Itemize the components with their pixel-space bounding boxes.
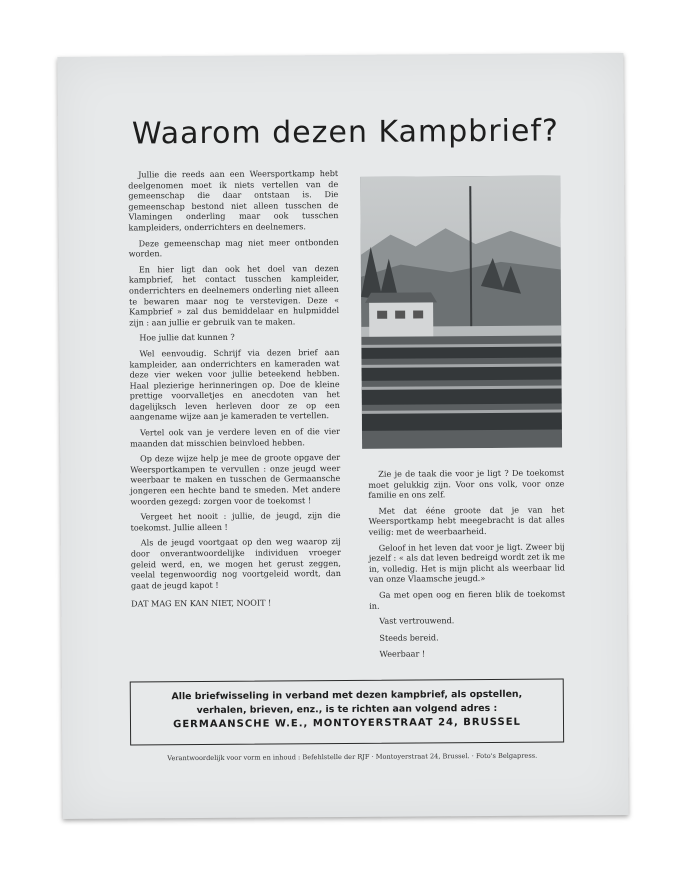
notice-line: Alle briefwisseling in verband met dezen kampbrief, als opstellen,: [171, 688, 523, 703]
paragraph: Vertel ook van je verdere leven en of die vier maanden dat misschien beinvloed hebben.: [130, 426, 341, 449]
signature-line: Steeds bereid.: [379, 632, 439, 643]
paragraph: Hoe jullie dat kunnen ?: [139, 332, 235, 343]
signature-line: Weerbaar !: [379, 648, 426, 660]
notice-line: verhalen, brieven, enz., is te richten aan volgend adres :: [196, 702, 498, 717]
paragraph: Jullie die reeds aan een Weersportkamp hebt deelgenomen moet ik niets vertellen van de gemeenschap die daar ontstaan is. Die gemeenschap bestond niet alleen tusschen de Vlamingen onderling maar ook tusschen kampleiders, onderrichters en deelnemers.: [128, 168, 339, 233]
paragraph: Met dat ééne groote dat je van het Weersportkamp hebt meegebracht is dat alles veilig: met de weerbaarheid.: [368, 504, 565, 537]
left-text-column: [128, 168, 341, 614]
right-text-column: [368, 467, 565, 665]
imprint-footer: Verantwoordelijk voor vorm en inhoud : Befehlstelle der RJF · Montoyerstraat 24, Brussel. · Foto's Belgapress.: [167, 751, 538, 763]
correspondence-notice-box: [130, 678, 564, 745]
paragraph: Deze gemeenschap mag niet meer ontbonden worden.: [128, 236, 339, 259]
paragraph: Zie je de taak die voor je ligt ? De toekomst moet gelukkig zijn. Voor ons volk, voor onze familie en ons zelf.: [368, 467, 565, 501]
closing-statement: DAT MAG EN KAN NIET, NOOIT !: [131, 597, 272, 609]
paragraph: En hier ligt dan ook het doel van dezen kampbrief, het contact tusschen kampleider, onderrichters en deelnemers onderling niet alleen te bewaren maar nog te verstevigen. Deze « Kampbrief » zal dus bemiddelaar en hulpmiddel zijn : aan jullie er gebruik van te maken.: [128, 262, 340, 328]
letter-page: [57, 53, 628, 819]
paragraph: Wel eenvoudig. Schrijf via dezen brief aan kampleider, aan onderrichters en kameraden wat deze vier weken voor jullie beteekend hebben. Haal plezierige herinneringen op. Doe de kleine prettige voorvalletjes en anecdoten van het dagelijksch leven herleven door ze op een aangename wijze aan je kameraden te vertellen.: [129, 346, 340, 422]
camp-photo-illustration: [360, 175, 562, 448]
paragraph: Als de jeugd voortgaat op den weg waarop zij door onverantwoordelijke individuen vroeger geleid werd, en, we mogen het gerust zeggen, veelal tegenwoordig nog voortgeleid wordt, dan gaat de jeugd kapot !: [130, 536, 341, 591]
paragraph: Geloof in het leven dat voor je ligt. Zweer bij jezelf : « als dat leven bedreigd wordt zet ik me in, volledig. Het is mijn plicht als weerbaar lid van onze Vlaamsche jeugd.»: [368, 541, 565, 585]
camp-photo: [360, 175, 562, 448]
notice-address: GERMAANSCHE W.E., MONTOYERSTRAAT 24, BRUSSEL: [173, 716, 521, 731]
paragraph: Vergeet het nooit : jullie, de jeugd, zijn die toekomst. Jullie alleen !: [130, 510, 341, 533]
paragraph: Op deze wijze help je mee de groote opgave der Weersportkampen te vervullen : onze jeugd weer weerbaar te maken en tusschen de Germaansche jongeren een hechte band te smeden. Met andere woorden gezegd: zorgen voor de toekomst !: [130, 452, 341, 507]
paragraph: Ga met open oog en fieren blik de toekomst in.: [369, 588, 566, 611]
page-title: Waarom dezen Kampbrief?: [131, 113, 560, 152]
signature-line: Vast vertrouwend.: [379, 615, 455, 626]
